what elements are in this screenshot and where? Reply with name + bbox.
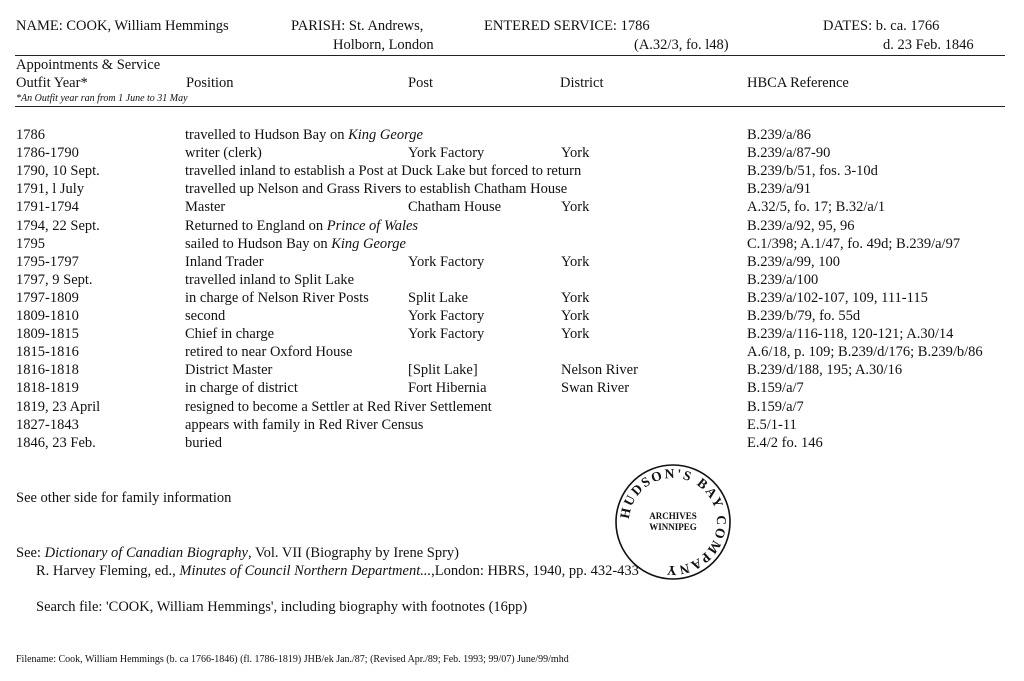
see-reference [16,545,459,562]
row-hbca-ref: A.32/5, fo. 17; B.32/a/1 [747,199,886,216]
row-position-text: in charge of district [185,380,298,397]
row-year: 1795-1797 [16,253,79,270]
table-row [0,271,1024,289]
row-position-text: retired to near Oxford House [185,344,353,361]
row-district: York [561,145,590,162]
row-hbca-ref: A.6/18, p. 109; B.239/d/176; B.239/b/86 [747,344,983,361]
see-rest: , Vol. VII (Biography by Irene Spry) [247,545,460,561]
row-position-text: Returned to England on [185,217,327,234]
row-year: 1791, l July [16,181,85,198]
table-row [0,343,1024,361]
fleming-pre: R. Harvey Fleming, ed., [36,563,180,579]
row-year: 1786-1790 [16,145,79,162]
table-row [0,217,1024,235]
name-field [16,18,229,35]
row-position-text: sailed to Hudson Bay on [185,235,332,252]
dates-field [823,18,939,35]
row-position-text: writer (clerk) [185,145,262,162]
row-hbca-ref: B.239/a/91 [747,181,812,198]
row-position [185,416,423,434]
row-post: Chatham House [408,199,502,216]
table-row [0,398,1024,416]
row-year: 1795 [16,235,45,252]
row-position-text: appears with family in Red River Census [185,416,424,433]
entered-label: ENTERED SERVICE: [484,18,617,34]
row-hbca-ref: B.239/b/79, fo. 55d [747,308,861,324]
row-district: York [561,199,590,216]
row-position-text: travelled inland to Split Lake [185,271,355,288]
row-hbca-ref: E.4/2 fo. 146 [747,434,823,451]
name-value: COOK, William Hemmings [66,18,229,34]
dcb-title: Dictionary of Canadian Biography [44,545,248,561]
row-position [185,253,264,271]
row-post: [Split Lake] [408,362,478,379]
row-position-text: in charge of Nelson River Posts [185,289,369,306]
row-year: 1816-1818 [16,362,79,379]
row-hbca-ref: C.1/398; A.1/47, fo. 49d; B.239/a/97 [747,235,961,252]
table-row [0,307,1024,325]
row-district: York [561,308,590,324]
row-district: York [561,289,590,306]
family-note: See other side for family information [16,490,232,506]
parish-line2: Holborn, London [333,37,434,53]
row-post: York Factory [408,308,485,324]
row-year: 1846, 23 Feb. [16,434,96,451]
row-year: 1818-1819 [16,380,79,397]
see-label: See: [16,545,45,561]
row-position [185,180,567,198]
seal-line2: WINNIPEG [649,522,697,532]
col-position-header: Position [186,75,234,91]
row-year: 1797-1809 [16,289,79,306]
row-position-text: Master [185,199,226,216]
row-position [185,289,369,307]
row-position [185,307,225,325]
col-year-header: Outfit Year* [16,75,88,91]
entered-field [484,18,650,35]
dates-label: DATES: [823,18,873,34]
filename-line: Filename: Cook, William Hemmings (b. ca 1766-1846) (fl. 1786-1819) JHB/ek Jan./87; (Revised Apr./89; Feb. 1993; 99/07) June/99/mhd [16,654,569,665]
row-position-text: buried [185,434,223,451]
row-position [185,271,354,289]
row-district: York [561,326,590,343]
row-position [185,325,274,343]
row-ship-name: King George [331,235,406,252]
search-file-note: Search file: 'COOK, William Hemmings', including biography with footnotes (16pp) [36,599,528,615]
row-year: 1791-1794 [16,199,79,216]
row-position [185,434,222,452]
row-position [185,198,225,216]
row-district: York [561,253,590,270]
row-year: 1809-1810 [16,308,79,324]
row-year: 1786 [16,127,45,143]
row-hbca-ref: B.159/a/7 [747,380,804,397]
entered-ref: (A.32/3, fo. l48) [634,37,729,53]
row-position-text: resigned to become a Settler at Red River Settlement [185,398,492,415]
row-position-text: travelled up Nelson and Grass Rivers to establish Chatham House [185,181,568,198]
parish-label: PARISH: [291,18,346,34]
row-position-text: District Master [185,362,273,379]
row-year: 1797, 9 Sept. [16,271,93,288]
table-row [0,416,1024,434]
row-year: 1790, 10 Sept. [16,163,100,180]
row-year: 1794, 22 Sept. [16,217,100,234]
table-row [0,379,1024,397]
table-row [0,144,1024,162]
row-hbca-ref: B.239/a/99, 100 [747,253,841,270]
parish-field [291,18,423,35]
fleming-reference [36,563,639,580]
dates-birth: b. ca. 1766 [875,18,940,34]
row-district: Swan River [561,380,630,397]
row-hbca-ref: E.5/1-11 [747,416,797,433]
row-position-text: travelled to Hudson Bay on [185,127,349,143]
table-row [0,198,1024,216]
row-position-text: Inland Trader [185,253,264,270]
table-row [0,289,1024,307]
outfit-footnote: *An Outfit year ran from 1 June to 31 May [16,93,188,104]
row-position [185,235,406,253]
parish-line1: St. Andrews, [348,18,424,34]
row-position [185,361,272,379]
fleming-rest: ,London: HBRS, 1940, pp. 432-433 [431,563,639,579]
table-row [0,325,1024,343]
row-position-text: travelled inland to establish a Post at Duck Lake but forced to return [185,163,582,180]
row-year: 1827-1843 [16,416,79,433]
row-year: 1809-1815 [16,326,79,343]
row-position [185,144,262,162]
row-hbca-ref: B.239/a/86 [747,127,812,143]
row-hbca-ref: B.239/a/116-118, 120-121; A.30/14 [747,326,954,343]
row-position [185,126,423,144]
seal-ring-text: HUDSON'S BAY COMPANY [616,465,730,579]
table-row [0,361,1024,379]
row-position [185,379,298,397]
row-position [185,217,418,235]
row-post: York Factory [408,145,485,162]
dates-death: d. 23 Feb. 1846 [883,37,974,53]
header-rule [15,55,1005,56]
name-label: NAME: [16,18,63,34]
row-year: 1815-1816 [16,344,79,361]
row-district: Nelson River [561,362,638,379]
entered-year: 1786 [620,18,650,34]
table-row [0,162,1024,180]
table-header-rule [15,106,1005,107]
fleming-title: Minutes of Council Northern Department... [179,563,432,579]
section-title: Appointments & Service [16,57,161,73]
row-hbca-ref: B.239/a/87-90 [747,145,831,162]
row-hbca-ref: B.159/a/7 [747,398,804,415]
row-hbca-ref: B.239/b/51, fos. 3-10d [747,163,878,180]
table-row [0,235,1024,253]
row-hbca-ref: B.239/a/92, 95, 96 [747,217,855,234]
col-district-header: District [560,75,604,91]
row-hbca-ref: B.239/d/188, 195; A.30/16 [747,362,903,379]
col-ref-header: HBCA Reference [747,75,849,91]
hbc-archives-seal [614,463,732,581]
row-year: 1819, 23 April [16,398,101,415]
table-row [0,180,1024,198]
row-post: Fort Hibernia [408,380,487,397]
row-ship-name: King George [348,127,423,143]
row-position [185,162,581,180]
row-post: York Factory [408,326,485,343]
table-row [0,253,1024,271]
row-post: Split Lake [408,289,469,306]
row-ship-name: Prince of Wales [326,217,419,234]
row-hbca-ref: B.239/a/102-107, 109, 111-115 [747,289,928,306]
col-post-header: Post [408,75,433,91]
table-row [0,126,1024,144]
row-position [185,398,492,416]
row-hbca-ref: B.239/a/100 [747,271,819,288]
row-position-text: Chief in charge [185,326,275,343]
row-post: York Factory [408,253,485,270]
table-row [0,434,1024,452]
row-position-text: second [185,308,226,324]
seal-line1: ARCHIVES [649,511,697,521]
row-position [185,343,353,361]
